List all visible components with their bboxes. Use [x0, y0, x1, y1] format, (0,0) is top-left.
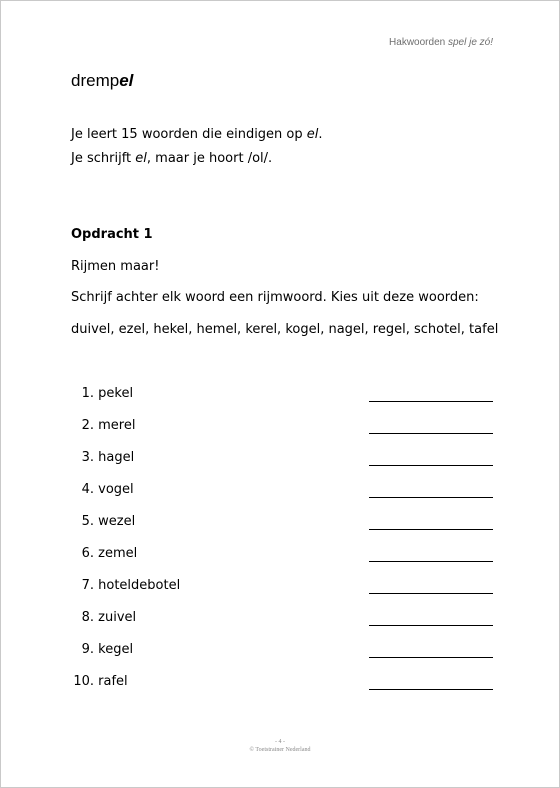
title-suffix: el — [119, 71, 134, 90]
exercise-item — [71, 609, 493, 641]
page-header: Hakwoorden spel je zó! — [389, 37, 493, 48]
item-word: hagel — [98, 450, 135, 465]
exercise-subtitle: Rijmen maar! — [71, 259, 160, 274]
answer-line[interactable] — [369, 625, 493, 626]
page-number: - 4 - — [275, 739, 285, 745]
item-word: pekel — [98, 386, 134, 401]
exercise-item — [71, 385, 493, 417]
item-number: 6. — [81, 546, 94, 561]
intro-text — [71, 123, 323, 171]
item-word: wezel — [98, 514, 136, 529]
answer-line[interactable] — [369, 401, 493, 402]
item-number: 8. — [81, 610, 94, 625]
exercise-instruction: Schrijf achter elk woord een rijmwoord. Kies uit deze woorden: — [71, 290, 479, 305]
item-word: zemel — [98, 546, 138, 561]
intro-line-2: Je schrijft el, maar je hoort /ol/. — [71, 151, 273, 166]
item-number: 5. — [81, 514, 94, 529]
intro-line-1: Je leert 15 woorden die eindigen op el. — [71, 127, 323, 142]
item-number: 3. — [81, 450, 94, 465]
item-number: 7. — [81, 578, 94, 593]
item-word: hoteldebotel — [98, 578, 181, 593]
answer-line[interactable] — [369, 497, 493, 498]
exercise-item — [71, 577, 493, 609]
answer-line[interactable] — [369, 433, 493, 434]
exercise-item — [71, 417, 493, 449]
item-number: 1. — [81, 386, 94, 401]
answer-line[interactable] — [369, 561, 493, 562]
exercise-item — [71, 449, 493, 481]
exercise-item — [71, 641, 493, 673]
exercise-title: Opdracht 1 — [71, 227, 153, 242]
word-bank: duivel, ezel, hekel, hemel, kerel, kogel, nagel, regel, schotel, tafel — [71, 322, 499, 337]
page-footer — [1, 738, 559, 754]
item-word: kegel — [98, 642, 134, 657]
exercise-item — [71, 673, 493, 705]
item-word: rafel — [98, 674, 128, 689]
exercise-list — [71, 385, 493, 705]
copyright-text: © Toetstrainer Nederland — [249, 747, 311, 753]
item-number: 2. — [81, 418, 94, 433]
item-word: zuivel — [98, 610, 137, 625]
item-word: merel — [98, 418, 136, 433]
page-title — [71, 71, 133, 91]
answer-line[interactable] — [369, 689, 493, 690]
item-number: 10. — [73, 674, 94, 689]
answer-line[interactable] — [369, 529, 493, 530]
answer-line[interactable] — [369, 465, 493, 466]
item-number: 4. — [81, 482, 94, 497]
item-number: 9. — [81, 642, 94, 657]
exercise-item — [71, 545, 493, 577]
exercise-item — [71, 481, 493, 513]
answer-line[interactable] — [369, 593, 493, 594]
exercise-item — [71, 513, 493, 545]
title-stem: dremp — [71, 71, 120, 90]
answer-line[interactable] — [369, 657, 493, 658]
item-word: vogel — [98, 482, 134, 497]
